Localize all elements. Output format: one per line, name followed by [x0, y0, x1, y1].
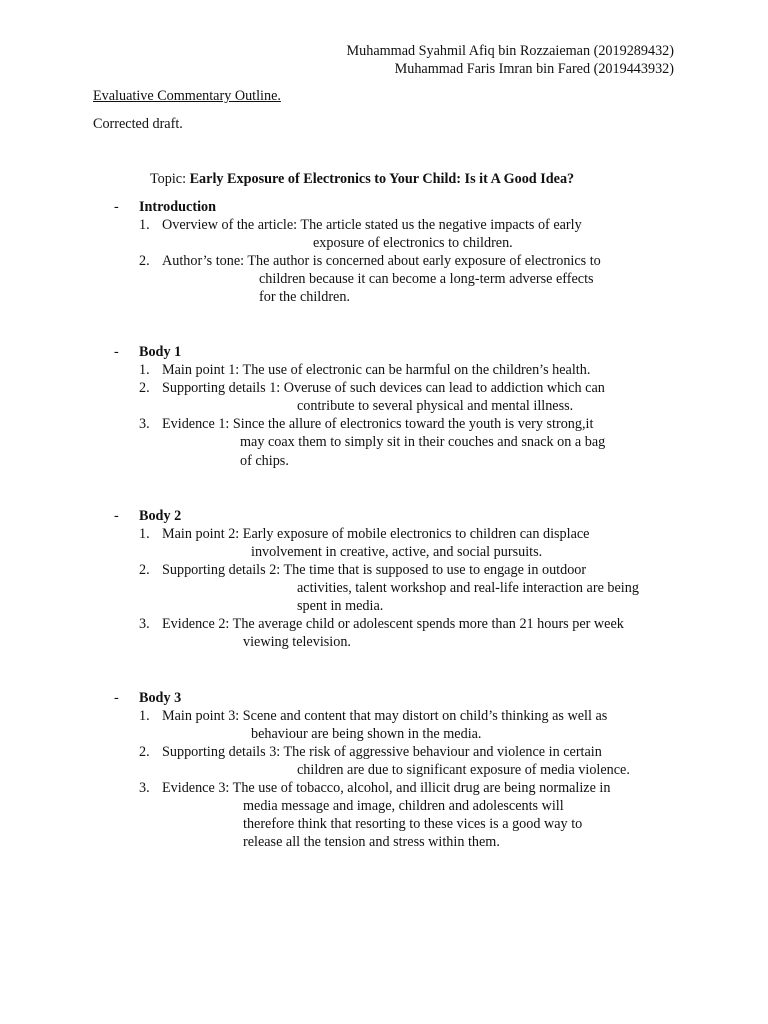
item-number: 1. [139, 526, 150, 542]
item-text-continued: children because it can become a long-term adverse effects [259, 271, 594, 287]
item-number: 3. [139, 616, 150, 632]
topic-label: Topic: [150, 171, 190, 187]
section-dash: - [114, 199, 119, 215]
section-heading-body-2: Body 2 [139, 508, 182, 524]
item-text: Supporting details 2: The time that is supposed to use to engage in outdoor [162, 562, 587, 578]
section-heading-body-3: Body 3 [139, 690, 182, 706]
item-number: 2. [139, 744, 150, 760]
item-text: Supporting details 1: Overuse of such devices can lead to addiction which can [162, 380, 605, 396]
document-title: Evaluative Commentary Outline. [93, 88, 281, 104]
item-text-continued: spent in media. [297, 598, 384, 614]
section-heading-body-1: Body 1 [139, 344, 182, 360]
draft-note: Corrected draft. [93, 116, 183, 132]
item-number: 1. [139, 708, 150, 724]
section-dash: - [114, 690, 119, 706]
item-text-continued: behaviour are being shown in the media. [251, 726, 482, 742]
item-text-continued: activities, talent workshop and real-life interaction are being [297, 580, 639, 596]
item-text: Main point 3: Scene and content that may distort on child’s thinking as well as [162, 708, 608, 724]
item-number: 2. [139, 253, 150, 269]
item-text-continued: therefore think that resorting to these vices is a good way to [243, 816, 583, 832]
item-number: 1. [139, 362, 150, 378]
item-text-continued: contribute to several physical and mental illness. [297, 398, 574, 414]
section-dash: - [114, 344, 119, 360]
section-heading-introduction: Introduction [139, 199, 216, 215]
item-number: 3. [139, 780, 150, 796]
author-line-2: Muhammad Faris Imran bin Fared (2019443932) [394, 61, 674, 77]
topic-line [150, 170, 574, 188]
item-text: Main point 2: Early exposure of mobile electronics to children can displace [162, 526, 590, 542]
item-text-continued: release all the tension and stress within them. [243, 834, 500, 850]
item-text: Supporting details 3: The risk of aggressive behaviour and violence in certain [162, 744, 602, 760]
item-number: 1. [139, 217, 150, 233]
item-text-continued: viewing television. [243, 634, 351, 650]
item-text-continued: for the children. [259, 289, 350, 305]
topic-title: Early Exposure of Electronics to Your Child: Is it A Good Idea? [189, 171, 575, 187]
author-line-1: Muhammad Syahmil Afiq bin Rozzaieman (2019289432) [346, 43, 674, 59]
item-text: Evidence 1: Since the allure of electronics toward the youth is very strong,it [162, 416, 594, 432]
item-text: Author’s tone: The author is concerned about early exposure of electronics to [162, 253, 601, 269]
item-text: Evidence 3: The use of tobacco, alcohol, and illicit drug are being normalize in [162, 780, 611, 796]
item-text: Main point 1: The use of electronic can be harmful on the children’s health. [162, 362, 591, 378]
item-text-continued: involvement in creative, active, and social pursuits. [251, 544, 543, 560]
item-text-continued: children are due to significant exposure of media violence. [297, 762, 630, 778]
item-number: 2. [139, 562, 150, 578]
item-number: 2. [139, 380, 150, 396]
item-text: Evidence 2: The average child or adolescent spends more than 21 hours per week [162, 616, 624, 632]
item-number: 3. [139, 416, 150, 432]
item-text-continued: may coax them to simply sit in their couches and snack on a bag [240, 434, 606, 450]
item-text-continued: exposure of electronics to children. [313, 235, 513, 251]
section-dash: - [114, 508, 119, 524]
item-text: Overview of the article: The article stated us the negative impacts of early [162, 217, 582, 233]
item-text-continued: media message and image, children and adolescents will [243, 798, 564, 814]
item-text-continued: of chips. [240, 453, 289, 469]
